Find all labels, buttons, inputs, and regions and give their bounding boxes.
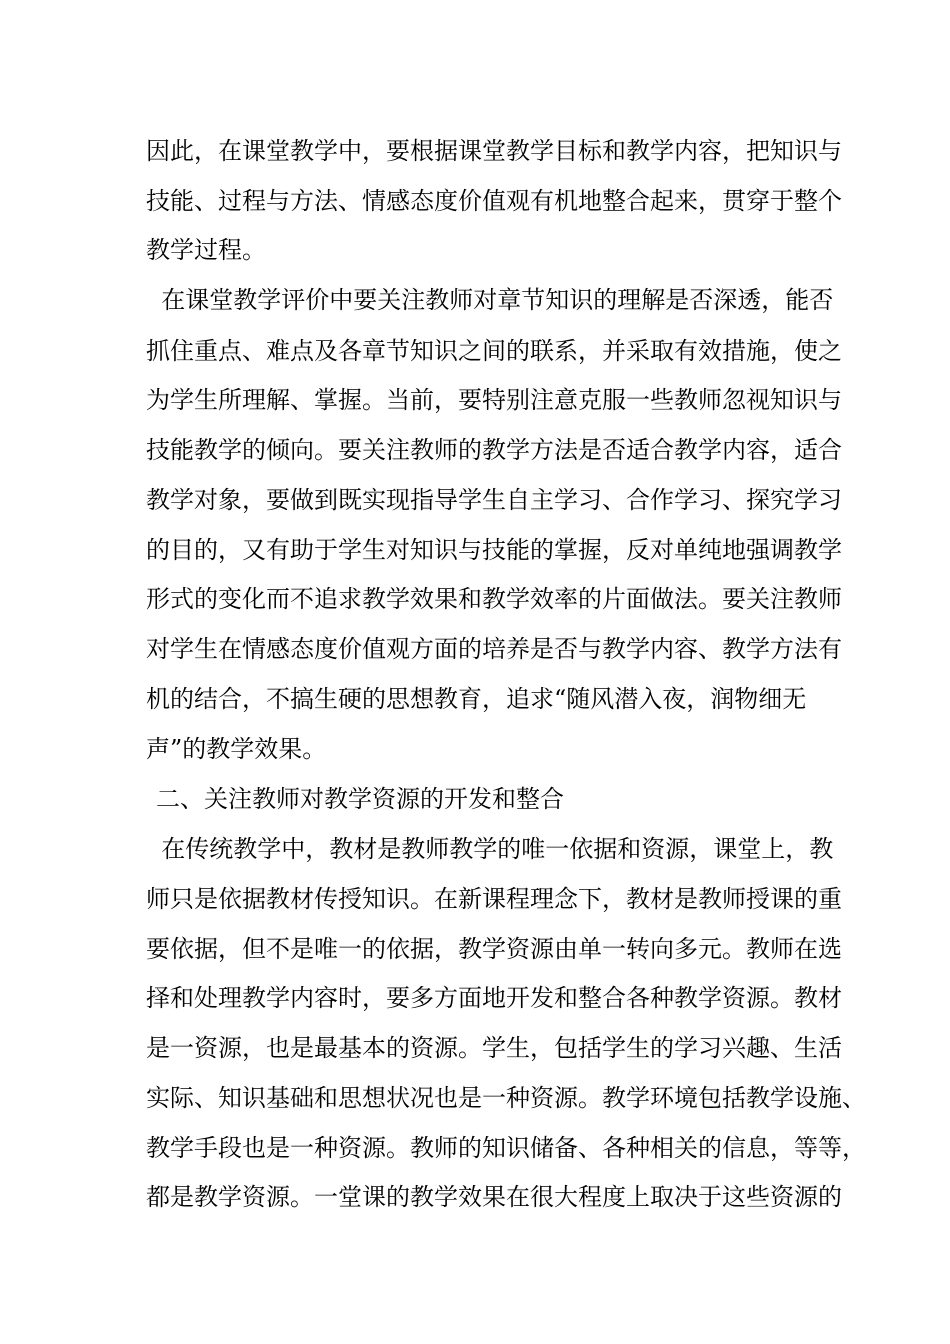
paragraph-start-line: 在传统教学中，教材是教师教学的唯一依据和资源，课堂上，教: [146, 835, 834, 863]
text-line: 技能教学的倾向。要关注教师的教学方法是否适合教学内容，适合: [146, 436, 842, 464]
text-line: 要依据，但不是唯一的依据，教学资源由单一转向多元。教师在选: [146, 935, 842, 963]
section-heading: 二、关注教师对教学资源的开发和整合: [156, 785, 564, 813]
text-line: 抓住重点、难点及各章节知识之间的联系，并采取有效措施，使之: [146, 337, 842, 365]
text-line: 为学生所理解、掌握。当前，要特别注意克服一些教师忽视知识与: [146, 386, 842, 414]
text-line: 机的结合，不搞生硬的思想教育，追求“随风潜入夜，润物细无: [146, 685, 807, 713]
text-line: 都是教学资源。一堂课的教学效果在很大程度上取决于这些资源的: [146, 1183, 842, 1211]
text-line: 因此，在课堂教学中，要根据课堂教学目标和教学内容，把知识与: [146, 137, 842, 165]
text-line: 声”的教学效果。: [146, 735, 327, 763]
text-line: 教学手段也是一种资源。教师的知识储备、各种相关的信息，等等，: [146, 1134, 866, 1162]
text-line: 实际、知识基础和思想状况也是一种资源。教学环境包括教学设施、: [146, 1084, 866, 1112]
text-line: 教学过程。: [146, 236, 266, 264]
text-line: 技能、过程与方法、情感态度价值观有机地整合起来，贯穿于整个: [146, 187, 842, 215]
text-line: 教学对象，要做到既实现指导学生自主学习、合作学习、探究学习: [146, 486, 842, 514]
text-line: 对学生在情感态度价值观方面的培养是否与教学内容、教学方法有: [146, 635, 842, 663]
text-line: 形式的变化而不追求教学效果和教学效率的片面做法。要关注教师: [146, 585, 842, 613]
paragraph-start-line: 在课堂教学评价中要关注教师对章节知识的理解是否深透，能否: [146, 286, 834, 314]
text-line: 是一资源，也是最基本的资源。学生，包括学生的学习兴趣、生活: [146, 1034, 842, 1062]
text-line: 择和处理教学内容时，要多方面地开发和整合各种教学资源。教材: [146, 984, 842, 1012]
text-line: 师只是依据教材传授知识。在新课程理念下，教材是教师授课的重: [146, 885, 842, 913]
text-line: 的目的，又有助于学生对知识与技能的掌握，反对单纯地强调教学: [146, 536, 842, 564]
